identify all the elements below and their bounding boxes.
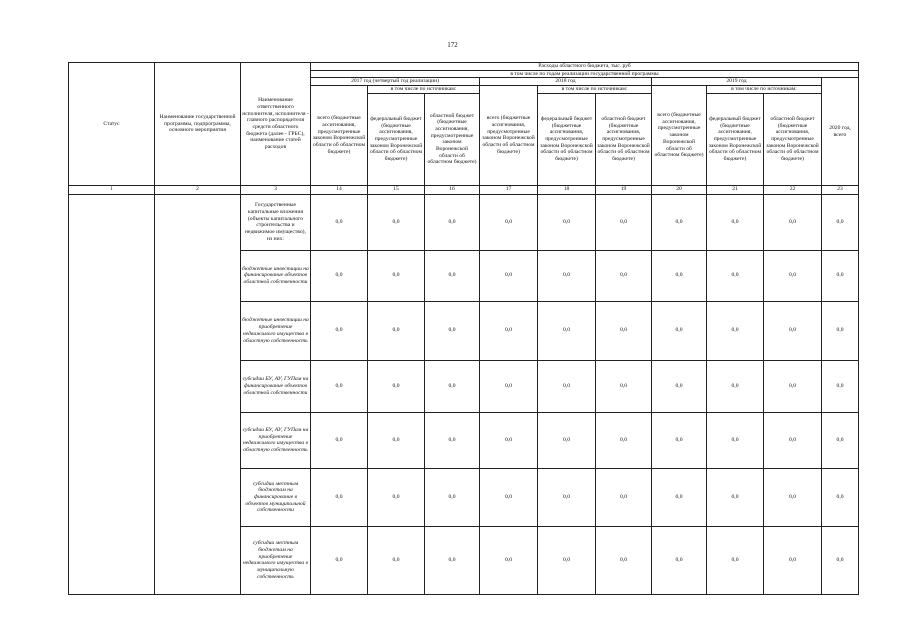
value-cell: 0,0 bbox=[368, 412, 425, 468]
value-cell: 0,0 bbox=[652, 526, 707, 594]
colnum: 17 bbox=[480, 185, 538, 194]
value-cell: 0,0 bbox=[311, 468, 368, 526]
value-cell: 0,0 bbox=[822, 412, 859, 468]
colnum: 19 bbox=[596, 185, 652, 194]
header-sources-2017: в том числе по источникам: bbox=[368, 86, 480, 94]
colnum: 1 bbox=[69, 185, 155, 194]
header-total-2019: всего (бюджетные ассигнования, предусмотренные законом Воронежской области об областном бюджете) bbox=[652, 86, 707, 186]
value-cell: 0,0 bbox=[596, 526, 652, 594]
value-cell: 0,0 bbox=[425, 468, 480, 526]
header-year-2019: 2019 год bbox=[652, 78, 822, 86]
value-cell: 0,0 bbox=[822, 301, 859, 360]
value-cell: 0,0 bbox=[311, 301, 368, 360]
colnum: 2 bbox=[155, 185, 241, 194]
value-cell: 0,0 bbox=[707, 412, 764, 468]
value-cell: 0,0 bbox=[652, 250, 707, 301]
value-cell: 0,0 bbox=[596, 412, 652, 468]
colnum: 3 bbox=[241, 185, 311, 194]
value-cell: 0,0 bbox=[538, 468, 596, 526]
header-regional-2017: областной бюджет (бюджетные ассигнования, предусмотренные законом Воронежской области об областном бюджете) bbox=[425, 93, 480, 185]
value-cell: 0,0 bbox=[822, 194, 859, 250]
row-label: бюджетные инвестиции на приобретение недвижимого имущества в областную собственность bbox=[241, 301, 311, 360]
value-cell: 0,0 bbox=[425, 194, 480, 250]
page-number: 172 bbox=[447, 41, 458, 49]
header-regional-2018: областной бюджет (бюджетные ассигнования, предусмотренные законом Воронежской области об областном бюджете) bbox=[596, 93, 652, 185]
value-cell: 0,0 bbox=[764, 194, 822, 250]
value-cell: 0,0 bbox=[764, 360, 822, 412]
value-cell: 0,0 bbox=[822, 250, 859, 301]
header-total-2017: всего (бюджетные ассигнования, предусмотренные законом Воронежской области об областном бюджете) bbox=[311, 86, 368, 186]
value-cell: 0,0 bbox=[480, 194, 538, 250]
colnum: 23 bbox=[822, 185, 859, 194]
value-cell: 0,0 bbox=[707, 360, 764, 412]
row-label: субсидии местным бюджетам на финансирование в объектов муниципальной собственности bbox=[241, 468, 311, 526]
header-regional-2019: областной бюджет (бюджетные ассигнования, предусмотренные законом Воронежской области об областном бюджете) bbox=[764, 93, 822, 185]
value-cell: 0,0 bbox=[311, 360, 368, 412]
header-year-2018: 2018 год bbox=[480, 78, 652, 86]
colnum: 22 bbox=[764, 185, 822, 194]
value-cell: 0,0 bbox=[368, 301, 425, 360]
value-cell: 0,0 bbox=[764, 250, 822, 301]
value-cell: 0,0 bbox=[764, 301, 822, 360]
header-total-2018: всего (бюджетные ассигнования, предусмотренные законом Воронежской области об областном бюджете) bbox=[480, 86, 538, 186]
header-federal-2018: федеральный бюджет (бюджетные ассигнования, предусмотренные законом Воронежской области об областном бюджете) bbox=[538, 93, 596, 185]
row-label: Государственные капитальные вложения (объекты капитального строительства и недвижимое имущество), из них: bbox=[241, 194, 311, 250]
header-by-years: в том числе по годам реализации государственной программы bbox=[311, 70, 859, 78]
header-program-name: Наименование государственной программы, подпрограммы, основного мероприятия bbox=[155, 63, 241, 186]
value-cell: 0,0 bbox=[311, 194, 368, 250]
header-executor: Наименование ответственного исполнителя, исполнителя - главного распорядителя средств областного бюджета (далее - ГРБС), наименование статей расходов bbox=[241, 63, 311, 186]
value-cell: 0,0 bbox=[596, 360, 652, 412]
value-cell: 0,0 bbox=[822, 468, 859, 526]
colnum: 16 bbox=[425, 185, 480, 194]
header-status: Статус bbox=[69, 63, 155, 186]
header-year-2017: 2017 год (четвертый год реализации) bbox=[311, 78, 480, 86]
value-cell: 0,0 bbox=[311, 250, 368, 301]
value-cell: 0,0 bbox=[368, 194, 425, 250]
value-cell: 0,0 bbox=[707, 250, 764, 301]
value-cell: 0,0 bbox=[368, 360, 425, 412]
value-cell: 0,0 bbox=[480, 301, 538, 360]
colnum: 21 bbox=[707, 185, 764, 194]
value-cell: 0,0 bbox=[368, 250, 425, 301]
value-cell: 0,0 bbox=[480, 526, 538, 594]
value-cell: 0,0 bbox=[596, 301, 652, 360]
value-cell: 0,0 bbox=[538, 194, 596, 250]
value-cell: 0,0 bbox=[480, 360, 538, 412]
colnum: 18 bbox=[538, 185, 596, 194]
header-sources-2019: в том числе по источникам: bbox=[707, 86, 822, 94]
value-cell: 0,0 bbox=[538, 250, 596, 301]
budget-table bbox=[68, 62, 859, 595]
value-cell: 0,0 bbox=[425, 412, 480, 468]
value-cell: 0,0 bbox=[596, 250, 652, 301]
value-cell: 0,0 bbox=[652, 360, 707, 412]
value-cell: 0,0 bbox=[822, 526, 859, 594]
value-cell: 0,0 bbox=[311, 412, 368, 468]
value-cell: 0,0 bbox=[764, 468, 822, 526]
value-cell: 0,0 bbox=[425, 301, 480, 360]
value-cell: 0,0 bbox=[425, 250, 480, 301]
value-cell: 0,0 bbox=[707, 468, 764, 526]
row-label: бюджетные инвестиции на финансирование объектов областной собственности bbox=[241, 250, 311, 301]
header-federal-2019: федеральный бюджет (бюджетные ассигнования, предусмотренные законом Воронежской области об областном бюджете) bbox=[707, 93, 764, 185]
value-cell: 0,0 bbox=[368, 468, 425, 526]
value-cell: 0,0 bbox=[707, 301, 764, 360]
value-cell: 0,0 bbox=[822, 360, 859, 412]
colnum: 15 bbox=[368, 185, 425, 194]
table-row bbox=[69, 194, 859, 250]
value-cell: 0,0 bbox=[538, 360, 596, 412]
colnum: 20 bbox=[652, 185, 707, 194]
value-cell: 0,0 bbox=[538, 526, 596, 594]
value-cell: 0,0 bbox=[425, 526, 480, 594]
row-label: субсидии местным бюджетам на приобретение недвижимого имущества в муниципальную собственность bbox=[241, 526, 311, 594]
header-federal-2017: федеральный бюджет (бюджетные ассигнования, предусмотренные законом Воронежской области об областном бюджете) bbox=[368, 93, 425, 185]
value-cell: 0,0 bbox=[652, 412, 707, 468]
value-cell: 0,0 bbox=[764, 412, 822, 468]
row-label: субсидии БУ, АУ, ГУПам на финансирование объектов областной собственности bbox=[241, 360, 311, 412]
value-cell: 0,0 bbox=[480, 250, 538, 301]
value-cell: 0,0 bbox=[652, 194, 707, 250]
value-cell: 0,0 bbox=[707, 194, 764, 250]
colnum: 14 bbox=[311, 185, 368, 194]
row-label: субсидии БУ, АУ, ГУПам на приобретение недвижимого имущества в областную собственность bbox=[241, 412, 311, 468]
value-cell: 0,0 bbox=[480, 412, 538, 468]
value-cell: 0,0 bbox=[596, 194, 652, 250]
value-cell: 0,0 bbox=[368, 526, 425, 594]
value-cell: 0,0 bbox=[596, 468, 652, 526]
value-cell: 0,0 bbox=[538, 301, 596, 360]
value-cell: 0,0 bbox=[652, 468, 707, 526]
value-cell: 0,0 bbox=[311, 526, 368, 594]
header-sources-2018: в том числе по источникам: bbox=[538, 86, 652, 94]
value-cell: 0,0 bbox=[764, 526, 822, 594]
value-cell: 0,0 bbox=[538, 412, 596, 468]
value-cell: 0,0 bbox=[707, 526, 764, 594]
status-cell bbox=[69, 194, 155, 594]
value-cell: 0,0 bbox=[480, 468, 538, 526]
value-cell: 0,0 bbox=[425, 360, 480, 412]
value-cell: 0,0 bbox=[652, 301, 707, 360]
header-year-2020: 2020 год, всего bbox=[822, 78, 859, 185]
program-cell bbox=[155, 194, 241, 594]
header-expenses-title: Расходы областного бюджета, тыс. руб bbox=[311, 63, 859, 71]
